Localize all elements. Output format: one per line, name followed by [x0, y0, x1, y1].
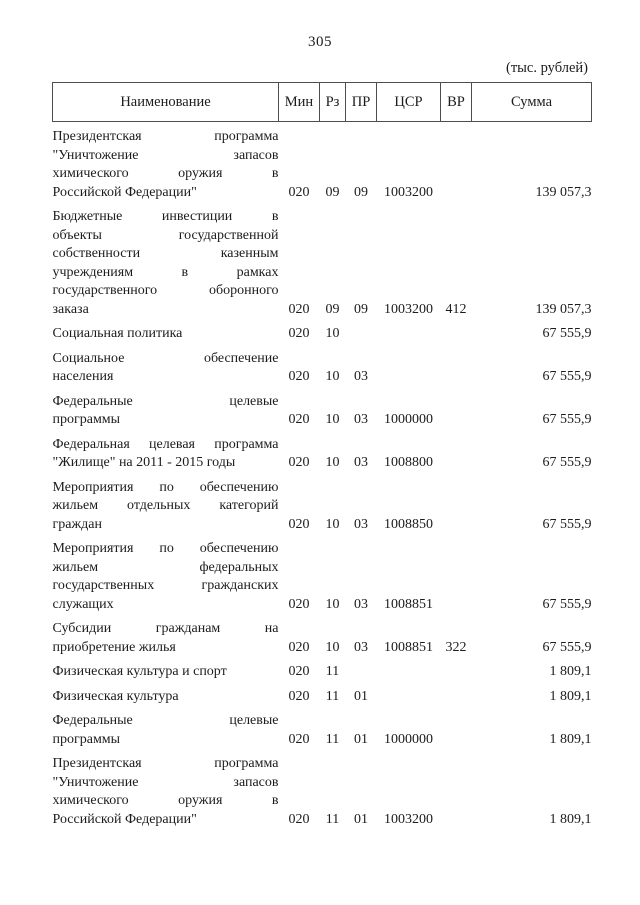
name-line: Физическая культура [52, 688, 179, 704]
cell-pr: 01 [354, 731, 368, 747]
cell-csr: 1003200 [384, 301, 433, 317]
name-line: государственных гражданских [52, 578, 279, 593]
cell-pr: 03 [354, 516, 368, 532]
name-line: Федеральные целевые [52, 713, 279, 728]
cell-csr [377, 319, 441, 344]
cell-rz: 10 [325, 455, 340, 470]
cell-vr: 412 [445, 301, 467, 317]
cell-min: 020 [288, 455, 310, 470]
cell-pr: 03 [354, 639, 368, 655]
cell-vr: 322 [445, 639, 467, 655]
cell-min: 020 [288, 301, 310, 317]
cell-vr [441, 473, 472, 535]
cell-pr: 03 [354, 369, 368, 384]
table-row [53, 534, 592, 614]
name-line: программы [52, 731, 121, 747]
cell-csr: 1003200 [384, 184, 433, 200]
name-line: "Уничтожение запасов [52, 147, 279, 163]
cell-name [53, 706, 279, 749]
cell-vr [441, 387, 472, 430]
cell-min: 020 [288, 596, 310, 612]
cell-rz: 09 [325, 184, 340, 200]
cell-rz: 11 [325, 731, 340, 747]
name-line: населения [52, 369, 114, 384]
cell-name [53, 344, 279, 387]
table-row [53, 319, 592, 344]
name-line: служащих [52, 596, 114, 612]
cell-name [53, 319, 279, 344]
cell-csr [377, 344, 441, 387]
cell-min: 020 [288, 688, 310, 704]
name-line: учреждениям в рамках [52, 264, 279, 280]
cell-pr: 09 [354, 184, 368, 200]
table-row [53, 473, 592, 535]
cell-sum: 1 809,1 [549, 688, 592, 704]
column-header-min: Мин [279, 83, 320, 122]
name-line: Президентская программа [52, 129, 279, 144]
cell-pr: 03 [354, 412, 368, 427]
cell-sum: 67 555,9 [542, 516, 592, 532]
name-line: собственности казенным [52, 246, 279, 261]
cell-rz: 11 [325, 811, 340, 827]
table-row [53, 387, 592, 430]
cell-vr [441, 319, 472, 344]
column-header-rz: Рз [320, 83, 346, 122]
table-row [53, 749, 592, 829]
cell-min: 020 [288, 664, 310, 679]
name-line: заказа [52, 301, 89, 317]
cell-name [53, 614, 279, 657]
cell-pr: 09 [354, 301, 368, 317]
table-row [53, 706, 592, 749]
cell-vr [441, 749, 472, 829]
cell-pr [346, 657, 377, 682]
header-row [53, 83, 592, 122]
cell-name [53, 749, 279, 829]
table-header [53, 83, 592, 122]
cell-rz: 10 [325, 596, 340, 612]
cell-name [53, 387, 279, 430]
name-line: жильем отдельных категорий [52, 498, 279, 513]
name-line: "Уничтожение запасов [52, 774, 279, 790]
name-line: Бюджетные инвестиции в [52, 209, 279, 224]
cell-pr: 01 [354, 811, 368, 827]
table-row [53, 344, 592, 387]
cell-sum: 139 057,3 [535, 184, 592, 200]
cell-csr: 1008851 [384, 596, 433, 612]
cell-min: 020 [288, 184, 310, 200]
name-line: программы [52, 412, 121, 427]
name-line: приобретение жилья [52, 639, 176, 655]
name-line: жильем федеральных [52, 559, 279, 575]
name-line: Президентская программа [52, 756, 279, 771]
cell-min: 020 [288, 369, 310, 384]
cell-sum: 139 057,3 [535, 301, 592, 317]
cell-min: 020 [288, 516, 310, 532]
table-row [53, 682, 592, 707]
name-line: Социальное обеспечение [52, 350, 279, 366]
cell-rz: 10 [325, 639, 340, 655]
cell-name [53, 430, 279, 473]
cell-sum: 1 809,1 [549, 731, 592, 747]
table-row [53, 430, 592, 473]
cell-csr: 1003200 [384, 811, 433, 827]
cell-min: 020 [288, 639, 310, 655]
cell-csr: 1008800 [384, 455, 433, 470]
table-body [53, 122, 592, 830]
name-line: Российской Федерации" [52, 184, 197, 200]
name-line: Мероприятия по обеспечению [52, 479, 279, 495]
cell-sum: 1 809,1 [549, 664, 592, 679]
cell-vr [441, 682, 472, 707]
cell-name [53, 682, 279, 707]
units-label: (тыс. рублей) [506, 60, 588, 76]
table-row [53, 202, 592, 319]
budget-table [52, 82, 592, 829]
cell-rz: 10 [325, 412, 340, 427]
cell-vr [441, 534, 472, 614]
cell-sum: 67 555,9 [542, 639, 592, 655]
column-header-name: Наименование [53, 83, 279, 122]
cell-vr [441, 430, 472, 473]
cell-csr [377, 682, 441, 707]
cell-pr [346, 319, 377, 344]
cell-vr [441, 706, 472, 749]
name-line: государственного оборонного [52, 283, 279, 298]
column-header-vr: ВР [441, 83, 472, 122]
column-header-csr: ЦСР [377, 83, 441, 122]
cell-pr: 01 [354, 688, 368, 704]
table-row [53, 614, 592, 657]
cell-vr [441, 657, 472, 682]
table-row [53, 657, 592, 682]
cell-pr: 03 [354, 596, 368, 612]
table-row [53, 122, 592, 203]
name-line: Федеральные целевые [52, 393, 279, 409]
cell-csr: 1000000 [384, 412, 433, 427]
cell-rz: 10 [325, 369, 340, 384]
cell-name [53, 534, 279, 614]
cell-vr [441, 122, 472, 203]
cell-min: 020 [288, 731, 310, 747]
cell-name [53, 122, 279, 203]
name-line: Федеральная целевая программа [52, 436, 279, 452]
cell-rz: 11 [325, 688, 340, 704]
cell-sum: 67 555,9 [542, 455, 592, 470]
cell-name [53, 473, 279, 535]
cell-name [53, 202, 279, 319]
name-line: Мероприятия по обеспечению [52, 541, 279, 556]
name-line: химического оружия в [52, 166, 279, 181]
column-header-pr: ПР [346, 83, 377, 122]
cell-rz: 11 [325, 664, 340, 679]
name-line: "Жилище" на 2011 - 2015 годы [52, 455, 236, 470]
page-number: 305 [308, 34, 332, 50]
name-line: Субсидии гражданам на [52, 621, 279, 636]
cell-rz: 10 [325, 326, 340, 341]
cell-rz: 10 [325, 516, 340, 532]
cell-csr: 1008851 [384, 639, 433, 655]
name-line: объекты государственной [52, 227, 279, 243]
name-line: граждан [52, 516, 102, 532]
cell-csr: 1000000 [384, 731, 433, 747]
cell-name [53, 657, 279, 682]
cell-sum: 1 809,1 [549, 811, 592, 827]
cell-min: 020 [288, 811, 310, 827]
cell-rz: 09 [325, 301, 340, 317]
cell-min: 020 [288, 326, 310, 341]
cell-pr: 03 [354, 455, 368, 470]
cell-csr [377, 657, 441, 682]
name-line: Российской Федерации" [52, 811, 197, 827]
name-line: химического оружия в [52, 793, 279, 808]
name-line: Физическая культура и спорт [52, 664, 227, 679]
cell-sum: 67 555,9 [542, 326, 592, 341]
column-header-sum: Сумма [472, 83, 592, 122]
cell-sum: 67 555,9 [542, 369, 592, 384]
cell-sum: 67 555,9 [542, 412, 592, 427]
cell-vr [441, 344, 472, 387]
name-line: Социальная политика [52, 326, 183, 341]
cell-sum: 67 555,9 [542, 596, 592, 612]
cell-min: 020 [288, 412, 310, 427]
cell-csr: 1008850 [384, 516, 433, 532]
